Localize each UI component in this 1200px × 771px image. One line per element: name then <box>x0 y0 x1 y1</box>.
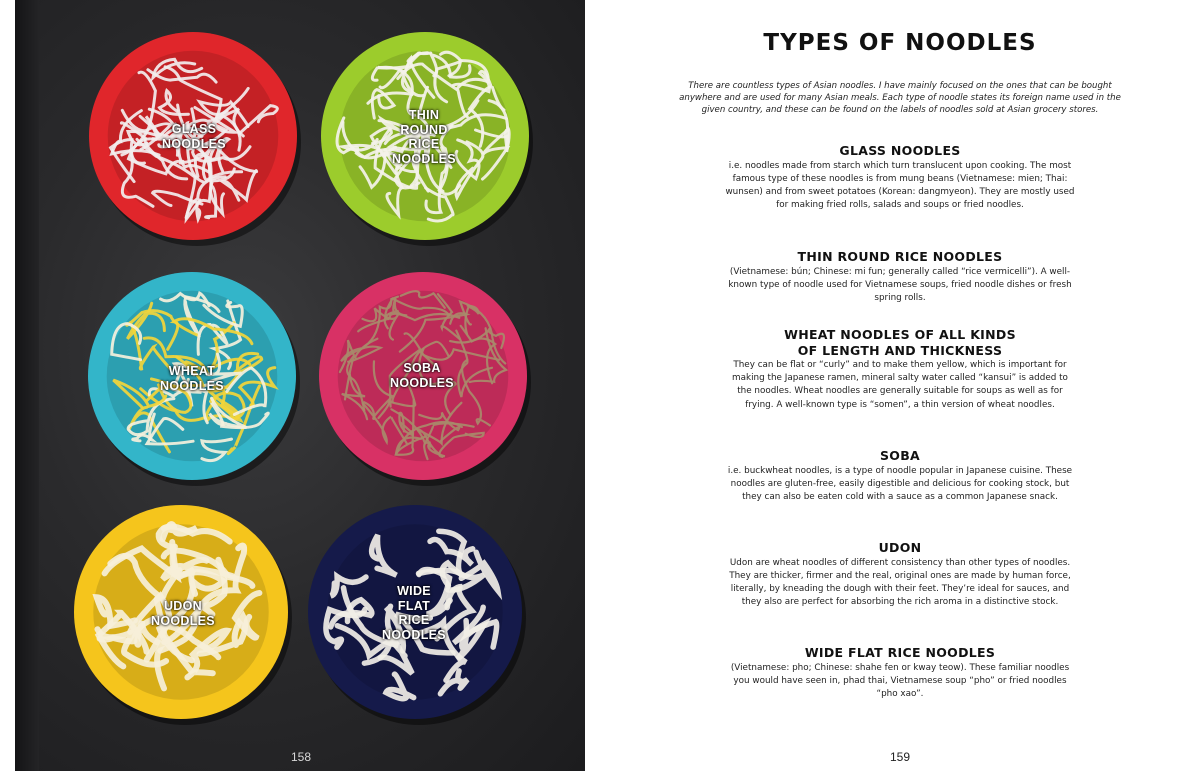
section-heading: THIN ROUND RICE NOODLES <box>797 249 1003 264</box>
right-page <box>585 0 1200 771</box>
page-number-right: 159 <box>890 750 911 764</box>
intro-paragraph: There are countless types of Asian noodles. I have mainly focused on the ones that can be bought anywhere and are used for many Asian meals. Each type of noodle states its foreign name used in the given country, and these can be found on the labels of noodles sold at Asian grocery stores. <box>679 81 1121 115</box>
section-thin-round-rice-noodles <box>725 249 1075 305</box>
left-page-photo <box>15 0 585 771</box>
section-body: They can be flat or “curly” and to make them yellow, which is important for making the Japanese ramen, mineral salty water called “kansui” is added to the noodles. Wheat noodles are generally suitable for soups as well as for frying. A well-known type is “somen”, a thin version of wheat noodles. <box>732 360 1068 410</box>
section-glass-noodles <box>725 143 1075 212</box>
section-heading: WIDE FLAT RICE NOODLES <box>804 645 996 660</box>
section-soba <box>725 448 1075 504</box>
bowl-label-udon-noodles: UDON NOODLES <box>151 599 215 628</box>
section-body: (Vietnamese: bún; Chinese: mi fun; generally called “rice vermicelli”). A well-known type of noodle used for Vietnamese soups, fried noodle dishes or fresh spring rolls. <box>728 266 1072 303</box>
section-wide-flat-rice-noodles <box>725 645 1075 701</box>
section-body: Udon are wheat noodles of different consistency than other types of noodles. They are thicker, firmer and the real, original ones are made by human force, literally, by kneading the dough with their feet. They’re ideal for sauces, and they also are perfect for absorbing the rich aroma in a distinctive stock. <box>729 557 1071 608</box>
page-number-left: 158 <box>291 750 312 764</box>
section-heading: SOBA <box>879 448 921 463</box>
bowl-label-thin-round-rice-noodles: THIN ROUND RICE NOODLES <box>392 108 456 166</box>
noodle-bowls-photo <box>15 0 585 771</box>
section-heading: GLASS NOODLES <box>839 143 961 158</box>
section-heading: UDON <box>878 540 922 555</box>
bowl-label-wide-flat-rice-noodles: WIDE FLAT RICE NOODLES <box>382 584 446 642</box>
bowl-label-soba-noodles: SOBA NOODLES <box>390 361 454 390</box>
section-wheat-noodles <box>725 327 1075 412</box>
page-title: TYPES OF NOODLES <box>763 30 1037 56</box>
section-body: i.e. buckwheat noodles, is a type of noodle popular in Japanese cuisine. These noodles are gluten-free, easily digestible and delicious for cooking stock, but they can also be eaten cold with a sauce as a common Japanese snack. <box>727 465 1073 502</box>
section-heading: WHEAT NOODLES OF ALL KINDS OF LENGTH AND THICKNESS <box>784 327 1016 358</box>
section-udon <box>725 540 1075 609</box>
section-body: i.e. noodles made from starch which turn translucent upon cooking. The most famous type of these noodles is from mung beans (Vietnamese: mien; Thai: wunsen) and from sweet potatoes (Korean: dangmyeon). They are mostly used for making fried rolls, salads and soups or fried noodles. <box>725 160 1075 211</box>
bowl-label-wheat-noodles: WHEAT NOODLES <box>160 364 224 393</box>
section-body: (Vietnamese: pho; Chinese: shahe fen or kway teow). These familiar noodles you would have seen in, phad thai, Vietnamese soup “pho” or fried noodles “pho xao”. <box>730 662 1070 699</box>
bowl-label-glass-noodles: GLASS NOODLES <box>162 122 226 151</box>
